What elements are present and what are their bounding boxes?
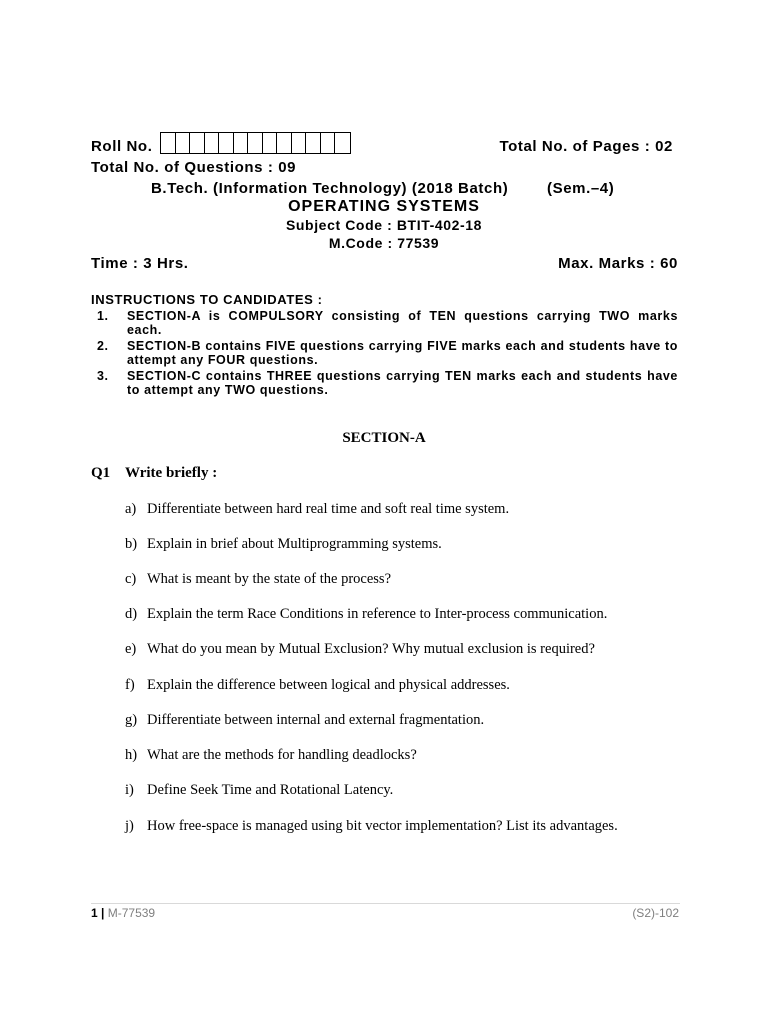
roll-no-boxes[interactable]: [160, 132, 351, 154]
item-letter: a): [125, 501, 137, 517]
item-text: How free-space is managed using bit vector implementation? List its advantages.: [147, 818, 618, 834]
footer-m-code: M-77539: [107, 906, 156, 920]
item-letter: b): [125, 536, 138, 552]
item-text: Explain in brief about Multiprogramming systems.: [147, 536, 442, 552]
footer-page-number: 1: [91, 906, 98, 920]
instruction-item: [91, 339, 678, 367]
roll-no-box[interactable]: [234, 133, 249, 153]
instruction-number: 3.: [97, 369, 109, 383]
roll-no-box[interactable]: [335, 133, 350, 153]
item-text: What is meant by the state of the process?: [147, 571, 392, 587]
roll-no-box[interactable]: [292, 133, 307, 153]
instruction-item: [91, 309, 678, 337]
item-letter: h): [125, 747, 138, 763]
roll-no-box[interactable]: [263, 133, 278, 153]
item-text: Differentiate between internal and external fragmentation.: [147, 712, 485, 728]
question-item: [125, 606, 607, 623]
instruction-text: SECTION-A is COMPULSORY consisting of TEN questions carrying TWO marks each.: [127, 309, 678, 337]
roll-no-box[interactable]: [205, 133, 220, 153]
question-item: [125, 571, 391, 588]
roll-no-box[interactable]: [161, 133, 176, 153]
item-text: What are the methods for handling deadlocks?: [147, 747, 417, 763]
subject-code: Subject Code : BTIT-402-18: [285, 217, 483, 233]
item-text: Define Seek Time and Rotational Latency.: [147, 782, 394, 798]
total-pages: Total No. of Pages : 02: [499, 138, 673, 155]
instruction-item: [91, 369, 678, 397]
item-text: Explain the term Race Conditions in reference to Inter-process communication.: [147, 606, 608, 622]
question-item: [125, 536, 442, 553]
instruction-text: SECTION-B contains FIVE questions carrying FIVE marks each and students have to attempt any FOUR questions.: [127, 339, 678, 367]
instructions-list: [91, 309, 678, 399]
question-item: [125, 501, 509, 518]
question-item: [125, 641, 595, 658]
total-questions: Total No. of Questions : 09: [91, 159, 297, 176]
item-letter: c): [125, 571, 137, 587]
item-letter: g): [125, 712, 138, 728]
footer-left: [91, 906, 155, 920]
instructions-heading: INSTRUCTIONS TO CANDIDATES :: [91, 292, 323, 307]
time-allowed: Time : 3 Hrs.: [91, 255, 189, 272]
question-title: Write briefly :: [125, 465, 218, 481]
max-marks: Max. Marks : 60: [558, 255, 678, 272]
item-letter: e): [125, 641, 137, 657]
item-text: Explain the difference between logical and physical addresses.: [147, 677, 510, 693]
roll-no-box[interactable]: [277, 133, 292, 153]
item-letter: f): [125, 677, 135, 693]
footer-separator: |: [101, 906, 105, 920]
course-title: B.Tech. (Information Technology) (2018 Batch): [151, 180, 509, 197]
section-a-heading: SECTION-A: [342, 430, 426, 446]
instruction-text: SECTION-C contains THREE questions carrying TEN marks each and students have to attempt any TWO questions.: [127, 369, 678, 397]
item-letter: j): [125, 818, 134, 834]
item-text: What do you mean by Mutual Exclusion? Why mutual exclusion is required?: [147, 641, 595, 657]
instruction-number: 2.: [97, 339, 109, 353]
semester: (Sem.–4): [547, 180, 615, 197]
question-item: [125, 712, 484, 729]
roll-no-label: Roll No.: [91, 138, 153, 155]
question-item: [125, 818, 618, 835]
roll-no-box[interactable]: [176, 133, 191, 153]
subject-title: OPERATING SYSTEMS: [288, 198, 480, 215]
question-number: Q1: [91, 465, 111, 481]
item-letter: d): [125, 606, 138, 622]
footer-divider: [91, 903, 680, 904]
roll-no-box[interactable]: [248, 133, 263, 153]
question-item: [125, 747, 417, 764]
roll-no-box[interactable]: [306, 133, 321, 153]
roll-no-box[interactable]: [321, 133, 336, 153]
m-code: M.Code : 77539: [328, 235, 440, 251]
question-item: [125, 677, 510, 694]
item-letter: i): [125, 782, 134, 798]
roll-no-box[interactable]: [219, 133, 234, 153]
question-item: [125, 782, 393, 799]
roll-no-box[interactable]: [190, 133, 205, 153]
footer-right-code: (S2)-102: [632, 906, 679, 920]
item-text: Differentiate between hard real time and soft real time system.: [147, 501, 510, 517]
instruction-number: 1.: [97, 309, 109, 323]
